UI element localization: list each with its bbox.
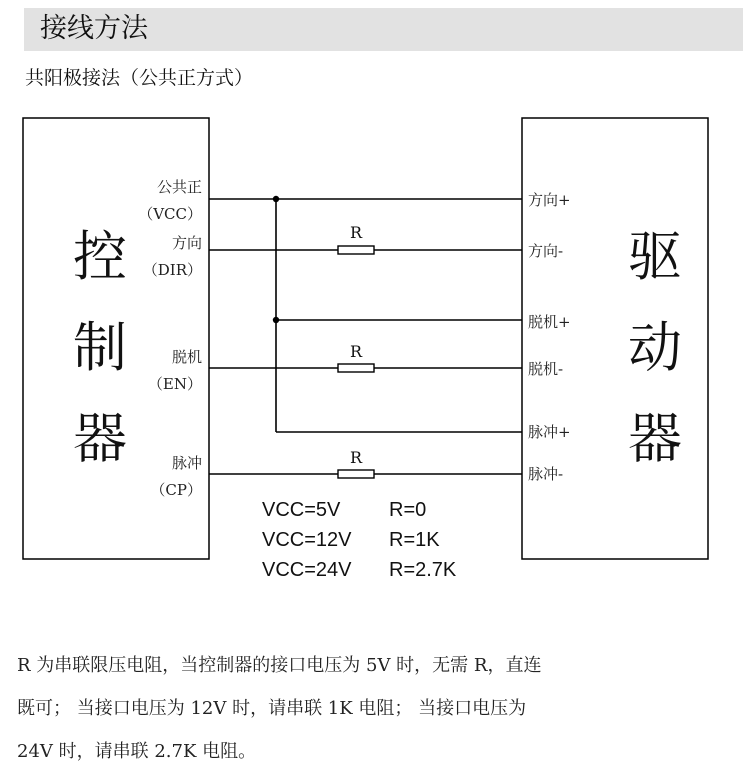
left-label-cp: 脉冲 [171, 454, 202, 472]
resistor-label-cp: R [349, 448, 363, 467]
right-label-en-plus: 脱机+ [528, 313, 571, 331]
resistor-en [338, 364, 374, 372]
driver-title-char-3: 器 [628, 407, 682, 470]
note-line: 既可； 当接口电压为 12V 时，请串联 1K 电阻； 当接口电压为 [17, 698, 527, 719]
note-line: 24V 时，请串联 2.7K 电阻。 [17, 741, 257, 762]
table-r-1k: R=1K [389, 529, 440, 551]
table-vcc-12v: VCC=12V [262, 529, 352, 551]
right-label-en-minus: 脱机- [528, 360, 564, 378]
junction-dot [273, 196, 279, 202]
right-label-cp-minus: 脉冲- [528, 465, 564, 483]
note-line: R 为串联限压电阻，当控制器的接口电压为 5V 时，无需 R，直连 [17, 655, 542, 676]
resistor-note [17, 644, 727, 773]
diagram-subtitle: 共阳极接法（公共正方式） [25, 67, 254, 89]
controller-title-char-1: 控 [73, 225, 127, 288]
table-r-0: R=0 [389, 499, 427, 521]
left-label-vcc-sub: （VCC） [138, 205, 202, 223]
left-label-en: 脱机 [171, 348, 202, 366]
right-label-dir-minus: 方向- [528, 242, 564, 260]
controller-title-char-3: 器 [73, 407, 127, 470]
right-label-cp-plus: 脉冲+ [528, 423, 571, 441]
table-r-2-7k: R=2.7K [389, 559, 457, 581]
resistor-dir [338, 246, 374, 254]
right-label-dir-plus: 方向+ [528, 191, 571, 209]
driver-title-char-2: 动 [628, 316, 682, 379]
left-label-cp-sub: （CP） [150, 481, 202, 499]
table-vcc-5v: VCC=5V [262, 499, 341, 521]
table-vcc-24v: VCC=24V [262, 559, 352, 581]
resistor-label-dir: R [349, 223, 363, 242]
resistor-cp [338, 470, 374, 478]
controller-title-char-2: 制 [73, 316, 127, 379]
resistor-label-en: R [349, 342, 363, 361]
driver-title-char-1: 驱 [628, 225, 682, 288]
left-label-en-sub: （EN） [147, 375, 202, 393]
left-label-dir: 方向 [171, 234, 202, 252]
junction-dot [273, 317, 279, 323]
left-label-dir-sub: （DIR） [142, 261, 202, 279]
left-label-vcc: 公共正 [156, 178, 202, 196]
page-title: 接线方法 [40, 13, 148, 44]
